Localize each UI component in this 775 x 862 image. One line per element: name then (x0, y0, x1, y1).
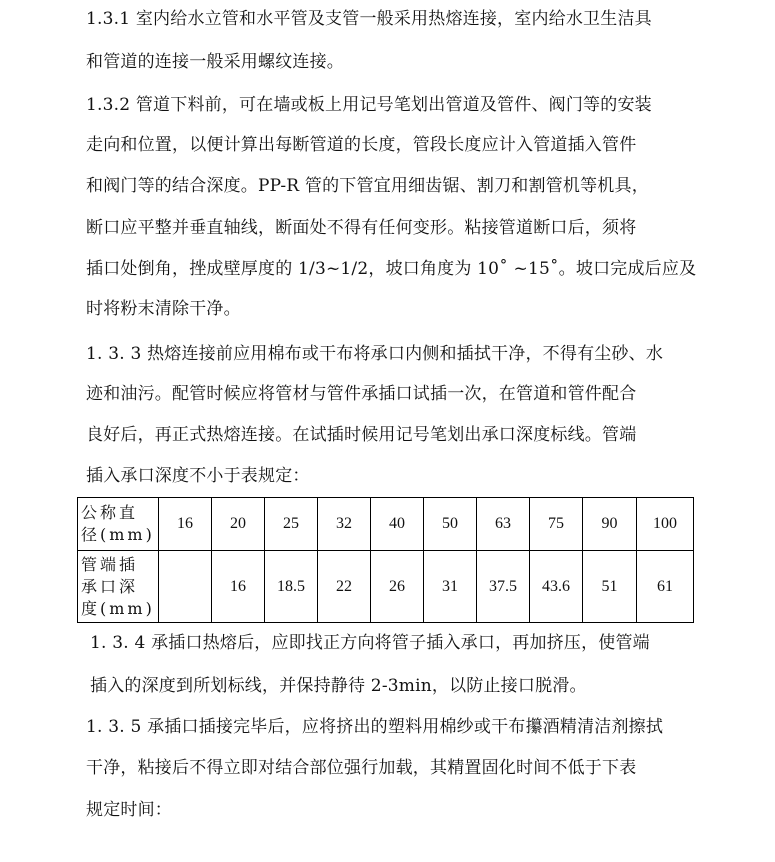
table-cell: 61 (637, 551, 694, 623)
table-cell: 18.5 (265, 551, 318, 623)
paragraph-1-3-4-line-1: 1. 3. 4 承插口热熔后，应即找正方向将管子插入承口，再加挤压，使管端 (90, 633, 650, 653)
table-cell: 63 (477, 498, 530, 551)
paragraph-1-3-2-line-5: 插口处倒角，挫成壁厚度的 1/3~1/2，坡口角度为 10˚ ~15˚。坡口完成后应及 (86, 259, 697, 279)
table-cell: 22 (318, 551, 371, 623)
paragraph-1-3-2-line-3: 和阀门等的结合深度。PP-R 管的下管宜用细齿锯、割刀和割管机等机具， (86, 176, 649, 196)
table-cell: 25 (265, 498, 318, 551)
insertion-depth-table (77, 497, 694, 623)
paragraph-1-3-3-line-2: 迹和油污。配管时候应将管材与管件承插口试插一次，在管道和管件配合 (86, 384, 637, 404)
table-row-header (78, 551, 159, 623)
table-cell: 37.5 (477, 551, 530, 623)
table-header-line: 公称直 (81, 503, 139, 522)
table-cell: 32 (318, 498, 371, 551)
table-header-line: 承口深 (81, 576, 139, 596)
paragraph-1-3-5-line-1: 1. 3. 5 承插口插接完毕后，应将挤出的塑料用棉纱或干布攥酒精清洁剂擦拭 (86, 717, 664, 737)
table-cell: 43.6 (530, 551, 583, 623)
paragraph-1-3-1-line-1: 1.3.1 室内给水立管和水平管及支管一般采用热熔连接，室内给水卫生洁具 (86, 9, 652, 29)
table-row-nominal-diameter (78, 498, 694, 551)
table-cell (159, 551, 212, 623)
paragraph-1-3-3-line-4: 插入承口深度不小于表规定： (86, 466, 310, 486)
paragraph-1-3-5-line-3: 规定时间： (86, 800, 172, 820)
table-cell: 26 (371, 551, 424, 623)
table-cell: 75 (530, 498, 583, 551)
table-row-header (78, 498, 159, 551)
table-cell: 16 (159, 498, 212, 551)
paragraph-1-3-3-line-3: 良好后，再正式热熔连接。在试插时候用记号笔划出承口深度标线。管端 (86, 425, 637, 445)
table-cell: 31 (424, 551, 477, 623)
paragraph-1-3-2-line-2: 走向和位置，以便计算出每断管道的长度，管段长度应计入管道插入管件 (86, 135, 637, 155)
paragraph-1-3-4-line-2: 插入的深度到所划标线，并保持静待 2-3min，以防止接口脱滑。 (90, 676, 587, 696)
table-cell: 50 (424, 498, 477, 551)
table-row-insertion-depth (78, 551, 694, 623)
table-cell: 100 (637, 498, 694, 551)
paragraph-1-3-2-line-4: 断口应平整并垂直轴线，断面处不得有任何变形。粘接管道断口后，须将 (86, 218, 637, 238)
table-cell: 20 (212, 498, 265, 551)
table-cell: 51 (583, 551, 637, 623)
paragraph-1-3-1-line-2: 和管道的连接一般采用螺纹连接。 (86, 52, 344, 72)
paragraph-1-3-3-line-1: 1. 3. 3 热熔连接前应用棉布或干布将承口内侧和插拭干净，不得有尘砂、水 (86, 344, 664, 364)
table-cell: 40 (371, 498, 424, 551)
paragraph-1-3-2-line-1: 1.3.2 管道下料前，可在墙或板上用记号笔划出管道及管件、阀门等的安装 (86, 95, 652, 115)
paragraph-1-3-5-line-2: 干净，粘接后不得立即对结合部位强行加载，其精置固化时间不低于下表 (86, 758, 637, 778)
table-header-line: 度(mm) (81, 598, 155, 618)
paragraph-1-3-2-line-6: 时将粉末清除干净。 (86, 299, 241, 319)
table-header-line: 管端插 (81, 554, 139, 574)
table-cell: 16 (212, 551, 265, 623)
table-cell: 90 (583, 498, 637, 551)
table-header-line: 径(mm) (81, 525, 155, 544)
